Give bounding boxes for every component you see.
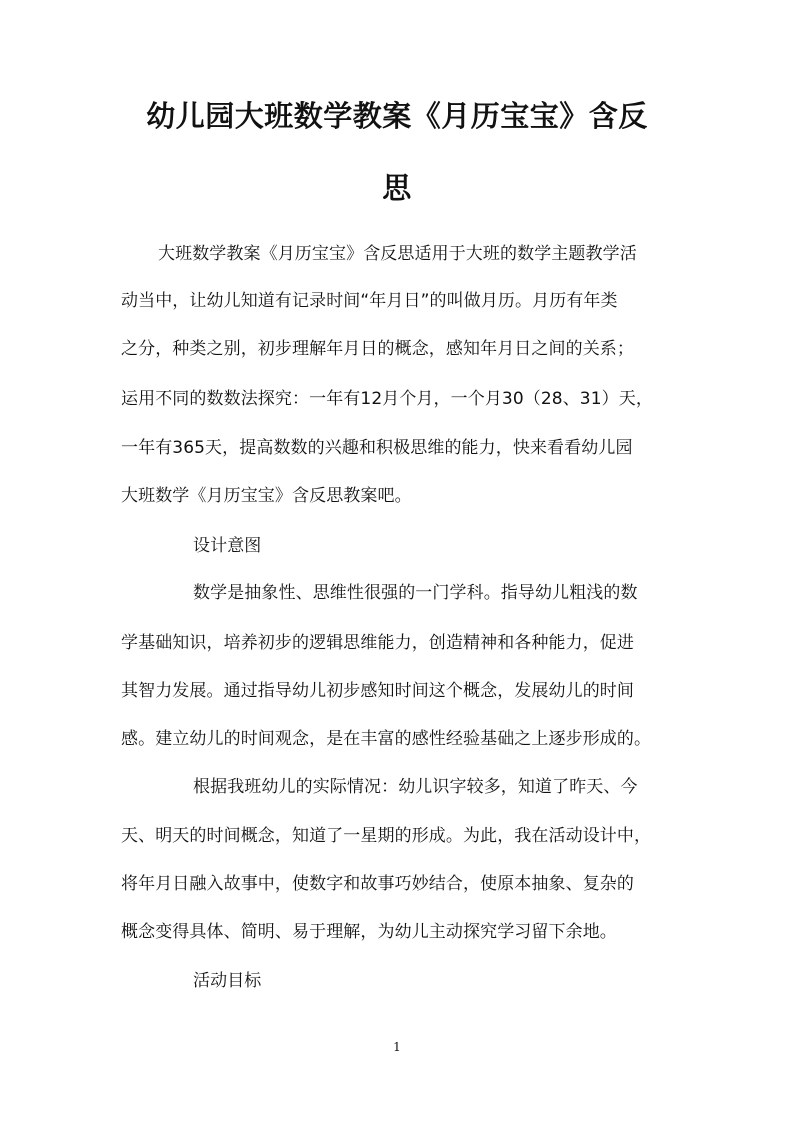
paragraph-intro-line: 大班数学教案《月历宝宝》含反思适用于大班的数学主题教学活 <box>158 244 637 264</box>
section-heading-activity-goals: 活动目标 <box>193 971 262 991</box>
paragraph-design-line: 其智力发展。通过指导幼儿初步感知时间这个概念，发展幼儿的时间 <box>121 681 634 701</box>
paragraph-design-line: 学基础知识，培养初步的逻辑思维能力，创造精神和各种能力，促进 <box>121 633 634 653</box>
paragraph-intro-line: 之分，种类之别，初步理解年月日的概念，感知年月日之间的关系； <box>121 339 634 359</box>
paragraph-design-line: 感。建立幼儿的时间观念，是在丰富的感性经验基础之上逐步形成的。 <box>121 729 652 749</box>
paragraph-situation-line: 根据我班幼儿的实际情况：幼儿识字较多，知道了昨天、今 <box>193 777 638 797</box>
document-title-line-2: 思 <box>382 171 412 205</box>
paragraph-intro-line: 大班数学《月历宝宝》含反思教案吧。 <box>121 486 412 506</box>
document-title-line-1: 幼儿园大班数学教案《月历宝宝》含反 <box>146 99 648 133</box>
paragraph-design-line: 数学是抽象性、思维性很强的一门学科。指导幼儿粗浅的数 <box>193 583 638 603</box>
paragraph-intro-line: 一年有365天，提高数数的兴趣和积极思维的能力，快来看看幼儿园 <box>121 438 633 458</box>
paragraph-situation-line: 将年月日融入故事中，使数字和故事巧妙结合，使原本抽象、复杂的 <box>121 874 634 894</box>
paragraph-situation-line: 概念变得具体、简明、易于理解，为幼儿主动探究学习留下余地。 <box>121 922 617 942</box>
paragraph-intro-line: 动当中，让幼儿知道有记录时间“年月日”的叫做月历。月历有年类 <box>121 291 618 311</box>
paragraph-intro-line: 运用不同的数数法探究：一年有12月个月，一个月30（28、31）天， <box>121 389 653 409</box>
section-heading-design-intent: 设计意图 <box>193 536 262 556</box>
paragraph-situation-line: 天、明天的时间概念，知道了一星期的形成。为此，我在活动设计中， <box>121 826 652 846</box>
page-number: 1 <box>393 1040 401 1054</box>
